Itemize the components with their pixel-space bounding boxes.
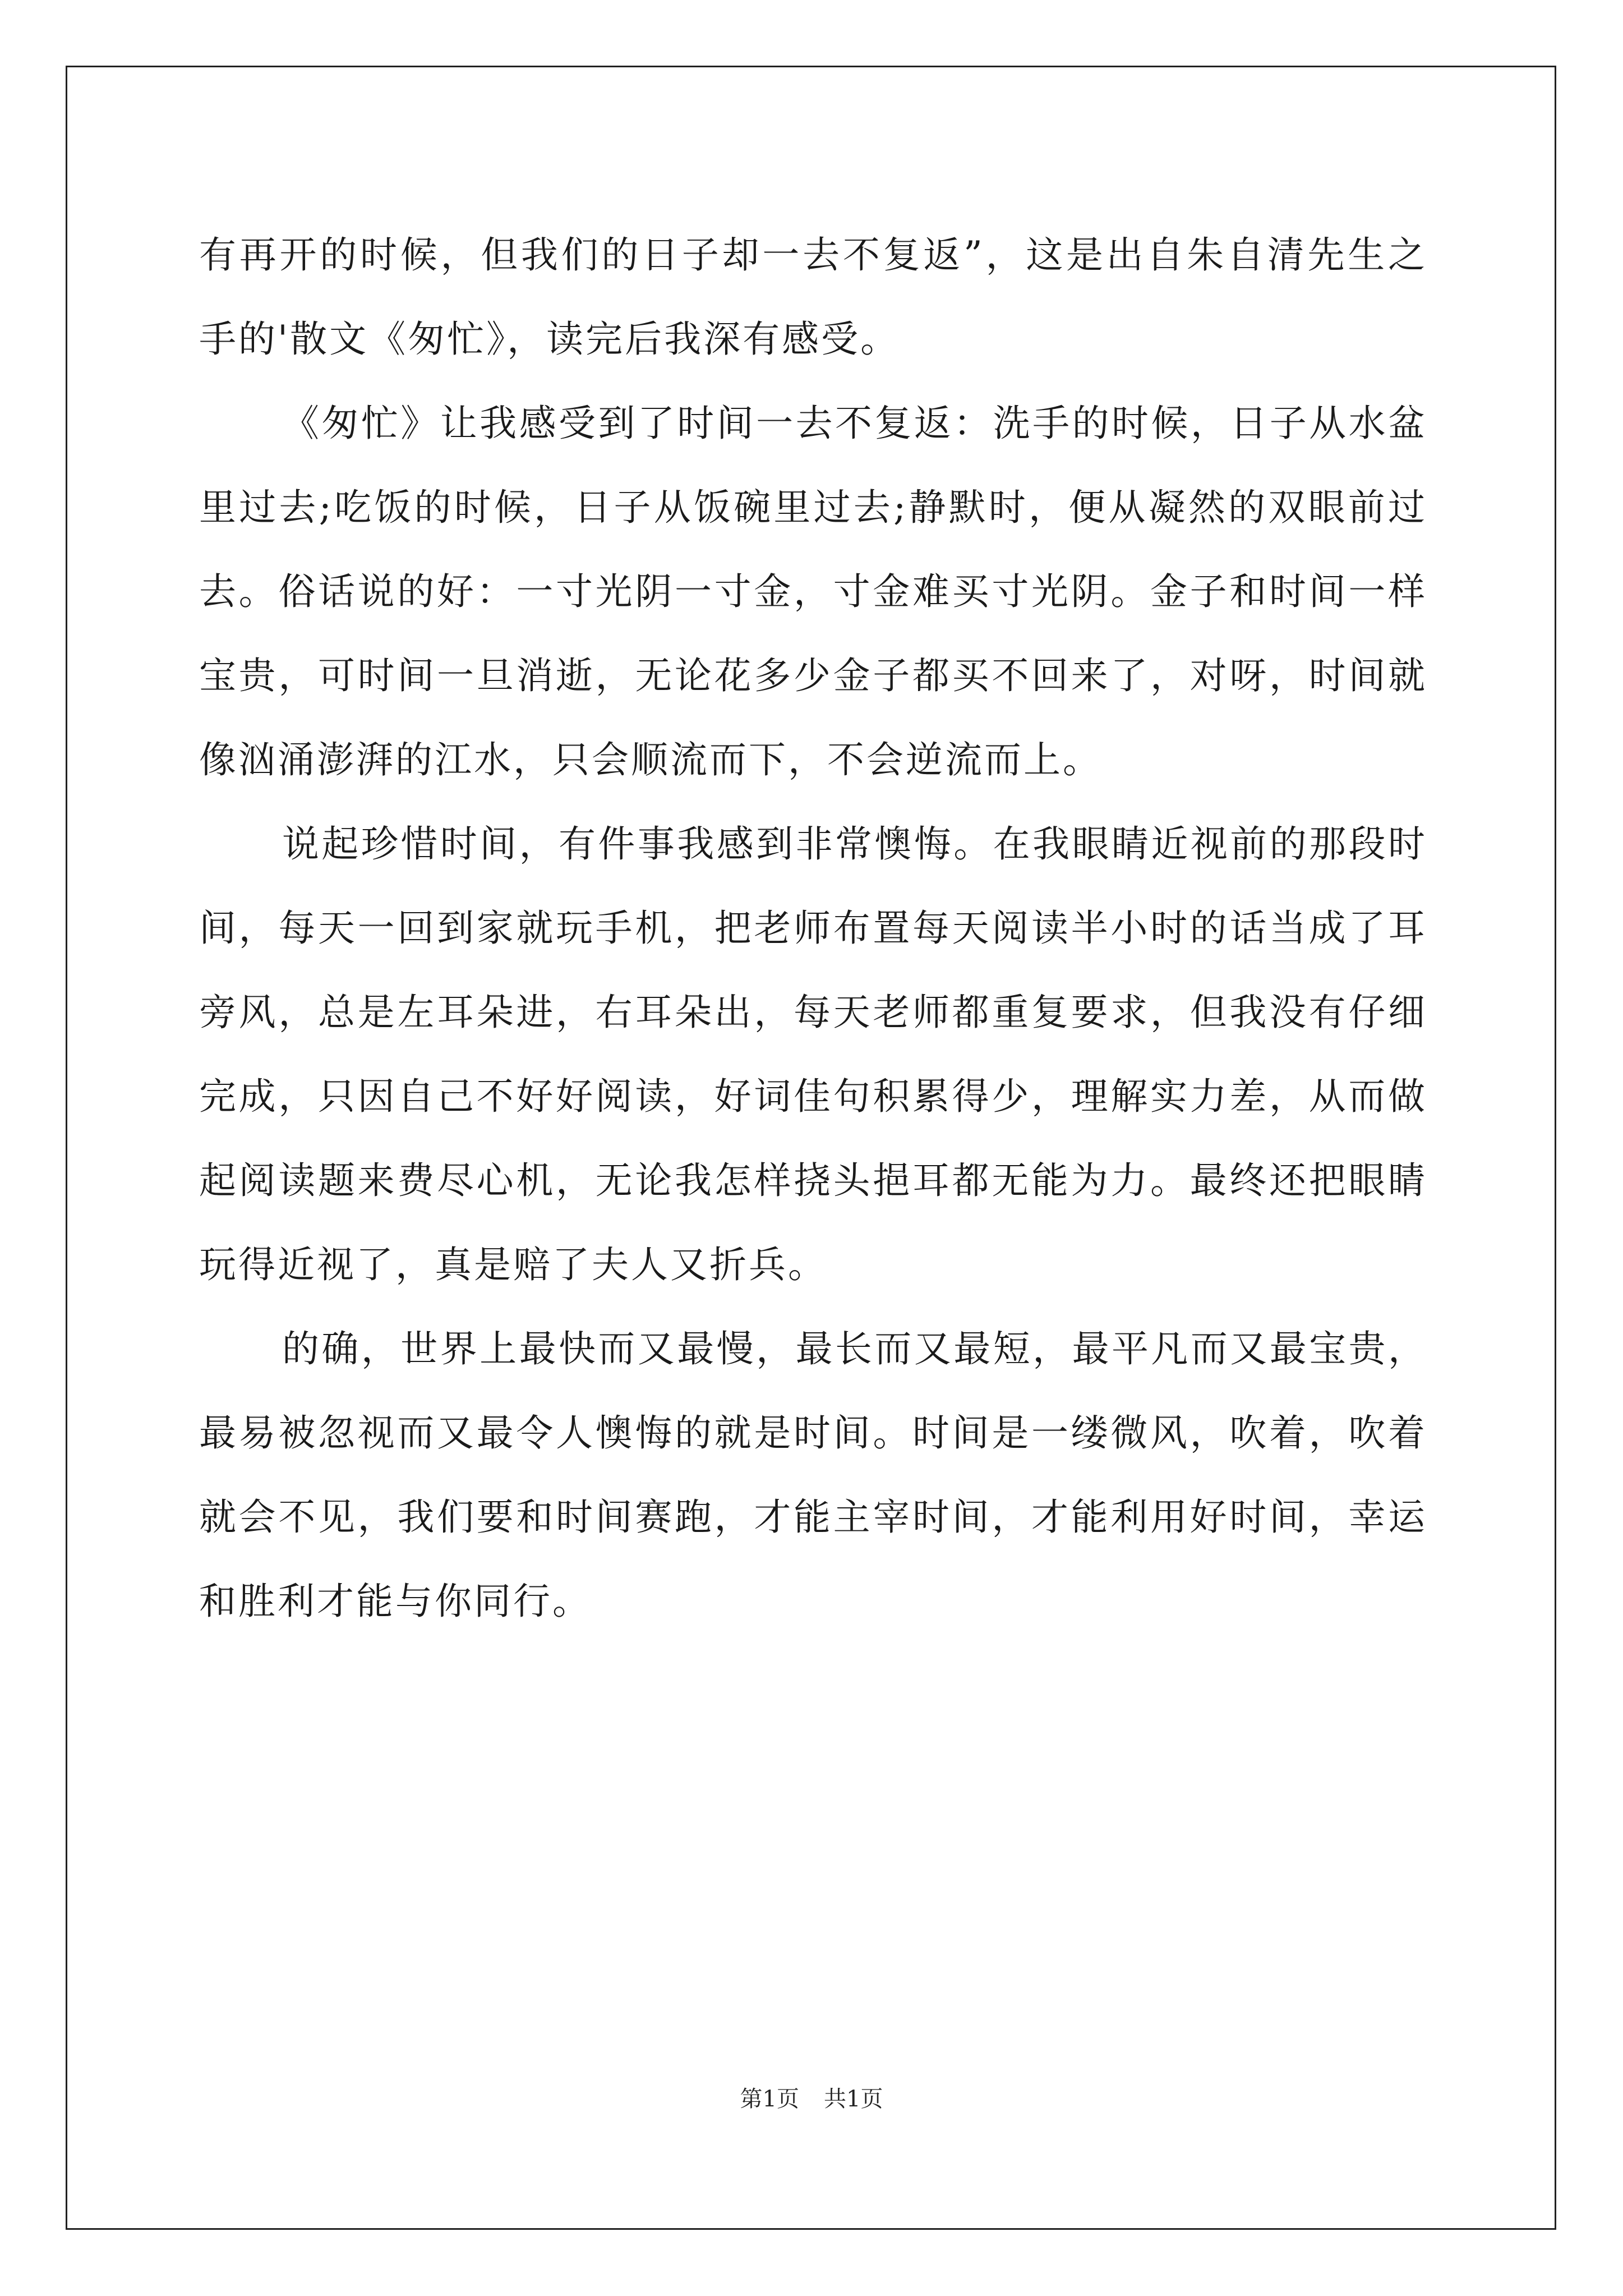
paragraph-3: 说起珍惜时间，有件事我感到非常懊悔。在我眼睛近视前的那段时间，每天一回到家就玩手机，把老师布置每天阅读半小时的话当成了耳旁风，总是左耳朵进，右耳朵出，每天老师都重复要求，但我没有仔细完成，只因自己不好好阅读，好词佳句积累得少，理解实力差，从而做起阅读题来费尽心机，无论我怎样挠头挹耳都无能为力。最终还把眼睛玩得近视了，真是赔了夫人又折兵。 (199, 822, 1427, 1286)
paragraph-4: 的确，世界上最快而又最慢，最长而又最短，最平凡而又最宝贵，最易被忽视而又最令人懊悔的就是时间。时间是一缕微风，吹着，吹着就会不见，我们要和时间赛跑，才能主宰时间，才能利用好时间，幸运和胜利才能与你同行。 (199, 1327, 1427, 1623)
page-number-total: 共1页 (824, 2086, 883, 2112)
paragraph-2: 《匆忙》让我感受到了时间一去不复返：洗手的时候，日子从水盆里过去;吃饭的时候，日子从饭碗里过去;静默时，便从凝然的双眼前过去。俗话说的好：一寸光阴一寸金，寸金难买寸光阴。金子和时间一样宝贵，可时间一旦消逝，无论花多少金子都买不回来了，对呀，时间就像汹涌澎湃的江水，只会顺流而下，不会逆流而上。 (199, 402, 1427, 781)
paragraph-1: 有再开的时候，但我们的日子却一去不复返”，这是出自朱自清先生之手的'散文《匆忙》，读完后我深有感受。 (199, 233, 1427, 361)
document-body (199, 213, 1427, 1644)
page-number-current: 第1页 (740, 2086, 799, 2112)
page-footer (0, 2081, 1623, 2113)
